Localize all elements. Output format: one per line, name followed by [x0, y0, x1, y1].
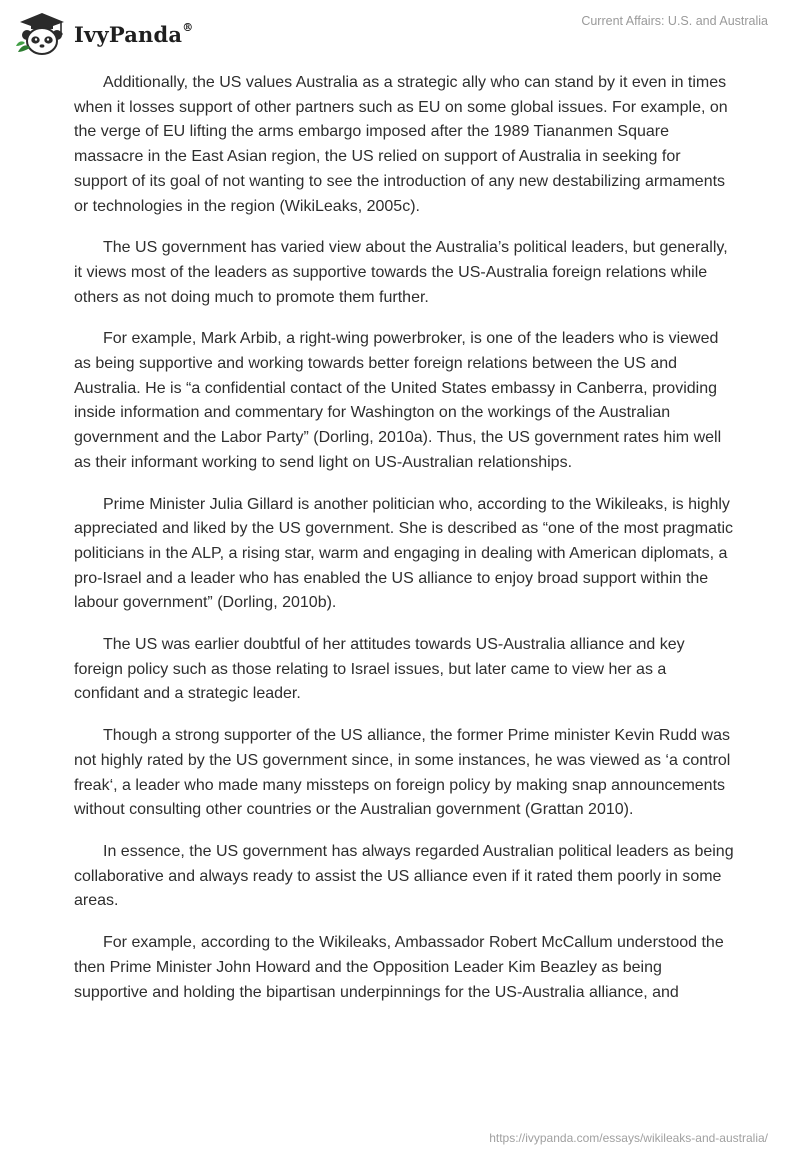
- page-header: [0, 0, 800, 70]
- ivypanda-logo[interactable]: [14, 8, 193, 58]
- essay-body: [74, 71, 734, 1022]
- paragraph: Prime Minister Julia Gillard is another politician who, according to the Wikileaks, is highly appreciated and liked by the US government. She is described as “one of the most pragmatic politicians in the ALP, a rising star, warm and engaging in dealing with American diplomats, a pro-Israel and a leader who has enabled the US alliance to enjoy broad support within the labour government” (Dorling, 2010b).: [74, 495, 734, 612]
- paragraph: For example, Mark Arbib, a right-wing powerbroker, is one of the leaders who is viewed as being supportive and working towards better foreign relations between the US and Australia. He is “a confidential contact of the United States embassy in Canberra, providing inside information and commentary for Washington on the workings of the Australian government and the Labor Party” (Dorling, 2010a). Thus, the US government rates him well as their informant working to send light on US-Australian relationships.: [74, 330, 722, 471]
- document-title: Current Affairs: U.S. and Australia: [581, 14, 768, 28]
- paragraph: Though a strong supporter of the US alliance, the former Prime minister Kevin Rudd was not highly rated by the US government since, in some instances, he was viewed as ‘a control freak‘, a leader who made many missteps on foreign policy by making snap announcements without consulting other countries or the Australian government (Grattan 2010).: [74, 727, 731, 819]
- graduation-panda-icon: [14, 8, 72, 58]
- paragraph: The US government has varied view about the Australia’s political leaders, but generally, it views most of the leaders as supportive towards the US-Australia foreign relations while others as not doing much to promote them further.: [74, 239, 728, 306]
- paragraph: For example, according to the Wikileaks, Ambassador Robert McCallum understood the then Prime Minister John Howard and the Opposition Leader Kim Beazley as being supportive and holding the bipartisan underpinnings for the US-Australia alliance, and: [74, 934, 724, 1001]
- brand-name: IvyPanda®: [74, 20, 194, 47]
- paragraph: In essence, the US government has always regarded Australian political leaders as being collaborative and always ready to assist the US alliance even if it rated them poorly in some areas.: [74, 842, 734, 910]
- source-url[interactable]: https://ivypanda.com/essays/wikileaks-and-australia/: [489, 1131, 768, 1145]
- paragraph: The US was earlier doubtful of her attitudes towards US-Australia alliance and key foreign policy such as those relating to Israel issues, but later came to view her as a confidant and a strategic leader.: [74, 636, 685, 703]
- paragraph: Additionally, the US values Australia as a strategic ally who can stand by it even in times when it losses support of other partners such as EU on some global issues. For example, on the verge of EU lifting the arms embargo imposed after the 1989 Tiananmen Square massacre in the East Asian region, the US relied on support of Australia in seeking for support of its goal of not wanting to see the introduction of any new destabilizing armaments or technologies in the region (WikiLeaks, 2005c).: [74, 74, 728, 215]
